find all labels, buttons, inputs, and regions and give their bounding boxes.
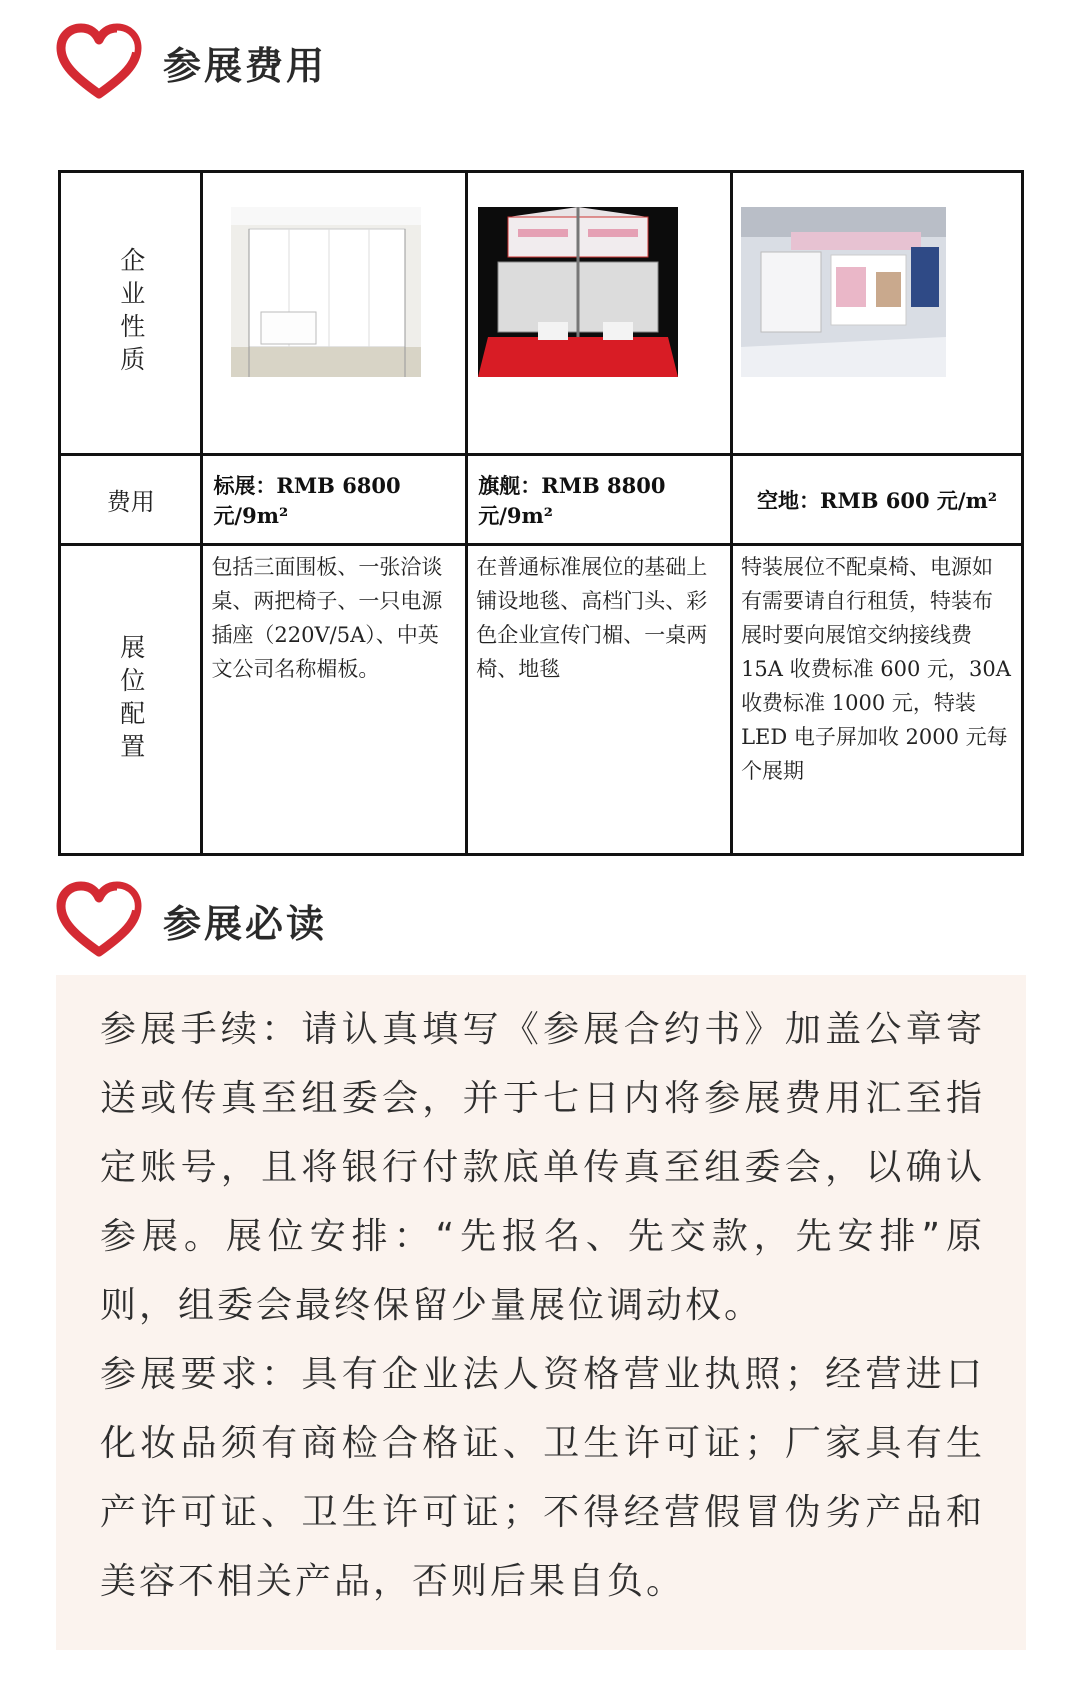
notice-paragraph-procedures: 参展手续：请认真填写《参展合约书》加盖公章寄送或传真至组委会，并于七日内将参展费用汇至指定账号，且将银行付款底单传真至组委会，以确认参展。展位安排：“先报名、先交款，先安排”原则，组委会最终保留少量展位调动权。 [100, 1009, 985, 1326]
standard-booth-price: 标展：RMB 6800 元/9m² [213, 472, 401, 528]
fees-section-header [55, 22, 327, 102]
row-label-cell [60, 172, 202, 455]
notice-paragraph-requirements: 参展要求：具有企业法人资格营业执照；经营进口化妆品须有商检合格证、卫生许可证；厂家具有生产许可证、卫生许可证；不得经营假冒伪劣产品和美容不相关产品，否则后果自负。 [100, 1354, 985, 1602]
table-row-images [60, 172, 1023, 455]
price-cell-flagship [467, 455, 732, 545]
notice-section-header [55, 880, 327, 960]
fees-section-title: 参展费用 [163, 43, 328, 88]
raw-space-booth-config: 特装展位不配桌椅、电源如有需要请自行租赁，特装布展时要向展馆交纳接线费15A 收费标准 600 元，30A 收费标准 1000 元，特装LED 电子屏加收 2000 元每个展期 [732, 545, 1023, 855]
notice-box [56, 975, 1026, 1650]
price-cell-raw-space [732, 455, 1023, 545]
row-label-cell [60, 545, 202, 855]
flagship-booth-price: 旗舰：RMB 8800 元/9m² [478, 472, 666, 528]
notice-section-title: 参展必读 [163, 901, 328, 946]
flagship-booth-config: 在普通标准展位的基础上铺设地毯、高档门头、彩色企业宣传门楣、一桌两椅、地毯 [467, 545, 732, 855]
image-cell [202, 172, 467, 455]
row-label-fee: 费用 [106, 488, 155, 516]
raw-space-booth-price: 空地：RMB 600 元/m² [757, 487, 998, 513]
row-label-booth-config: 展位配置 [116, 633, 146, 766]
price-cell-standard [202, 455, 467, 545]
heart-icon [55, 880, 143, 960]
standard-booth-config: 包括三面围板、一张洽谈桌、两把椅子、一只电源插座（220V/5A）、中英文公司名称楣板。 [202, 545, 467, 855]
standard-booth-image [231, 207, 421, 377]
flagship-booth-image [478, 207, 678, 377]
row-label-cell [60, 455, 202, 545]
table-row-config [60, 545, 1023, 855]
row-label-enterprise-type: 企业性质 [116, 247, 146, 379]
image-cell [467, 172, 732, 455]
heart-icon [55, 22, 143, 102]
image-cell [732, 172, 1023, 455]
table-row-price [60, 455, 1023, 545]
raw-space-booth-image [741, 207, 946, 377]
notice-text [100, 995, 985, 1616]
fee-table [58, 170, 1024, 856]
